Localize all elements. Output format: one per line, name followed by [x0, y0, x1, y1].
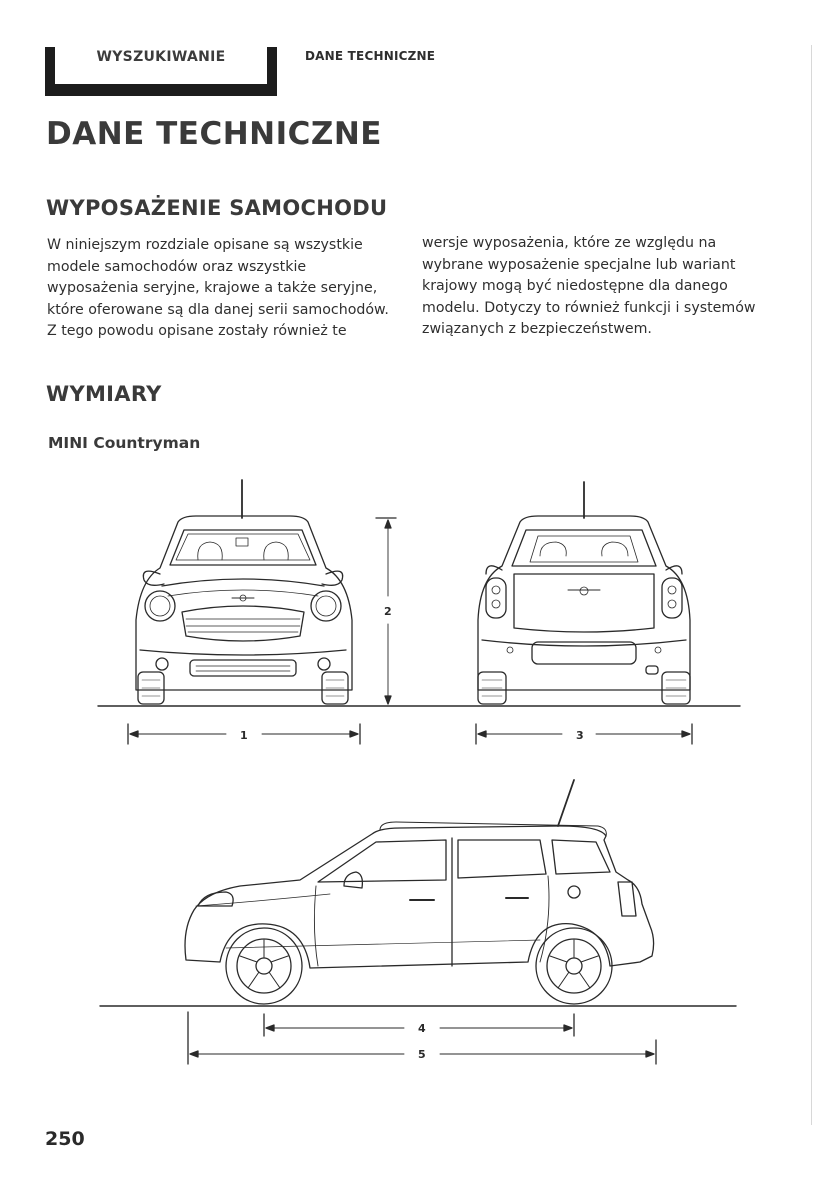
- dimension-label-3: 3: [576, 729, 584, 742]
- text-line: wyposażenia seryjne, krajowe a także seryjne,: [47, 280, 378, 296]
- car-front-view: [136, 480, 352, 704]
- dimension-label-4: 4: [418, 1022, 426, 1035]
- nav-tab-search[interactable]: WYSZUKIWANIE: [55, 47, 267, 84]
- page-number: 250: [45, 1128, 85, 1150]
- text-line: wybrane wyposażenie specjalne lub wariant: [422, 256, 736, 273]
- dimensions-heading: WYMIARY: [46, 382, 162, 406]
- dimension-label-5: 5: [418, 1048, 426, 1061]
- text-line: W niniejszym rozdziale opisane są wszystkie: [47, 237, 363, 253]
- text-line: związanych z bezpieczeństwem.: [422, 321, 652, 337]
- equipment-heading: WYPOSAŻENIE SAMOCHODU: [46, 196, 388, 220]
- text-line: które oferowane są dla danej serii samochodów.: [47, 301, 389, 318]
- page-title: DANE TECHNICZNE: [46, 116, 382, 152]
- model-name: MINI Countryman: [48, 434, 201, 452]
- car-rear-view: [478, 482, 690, 704]
- car-side-view: [185, 780, 654, 1004]
- text-line: modelu. Dotyczy to również funkcji i systemów: [422, 299, 756, 316]
- section-breadcrumb: DANE TECHNICZNE: [305, 49, 436, 63]
- dimension-label-2: 2: [384, 605, 392, 618]
- text-line: Z tego powodu opisane zostały również te: [47, 323, 347, 339]
- dimension-label-1: 1: [240, 729, 248, 742]
- text-line: wersje wyposażenia, które ze względu na: [422, 235, 717, 251]
- text-line: modele samochodów oraz wszystkie: [47, 258, 307, 275]
- text-line: krajowy mogą być niedostępne dla danego: [422, 278, 728, 294]
